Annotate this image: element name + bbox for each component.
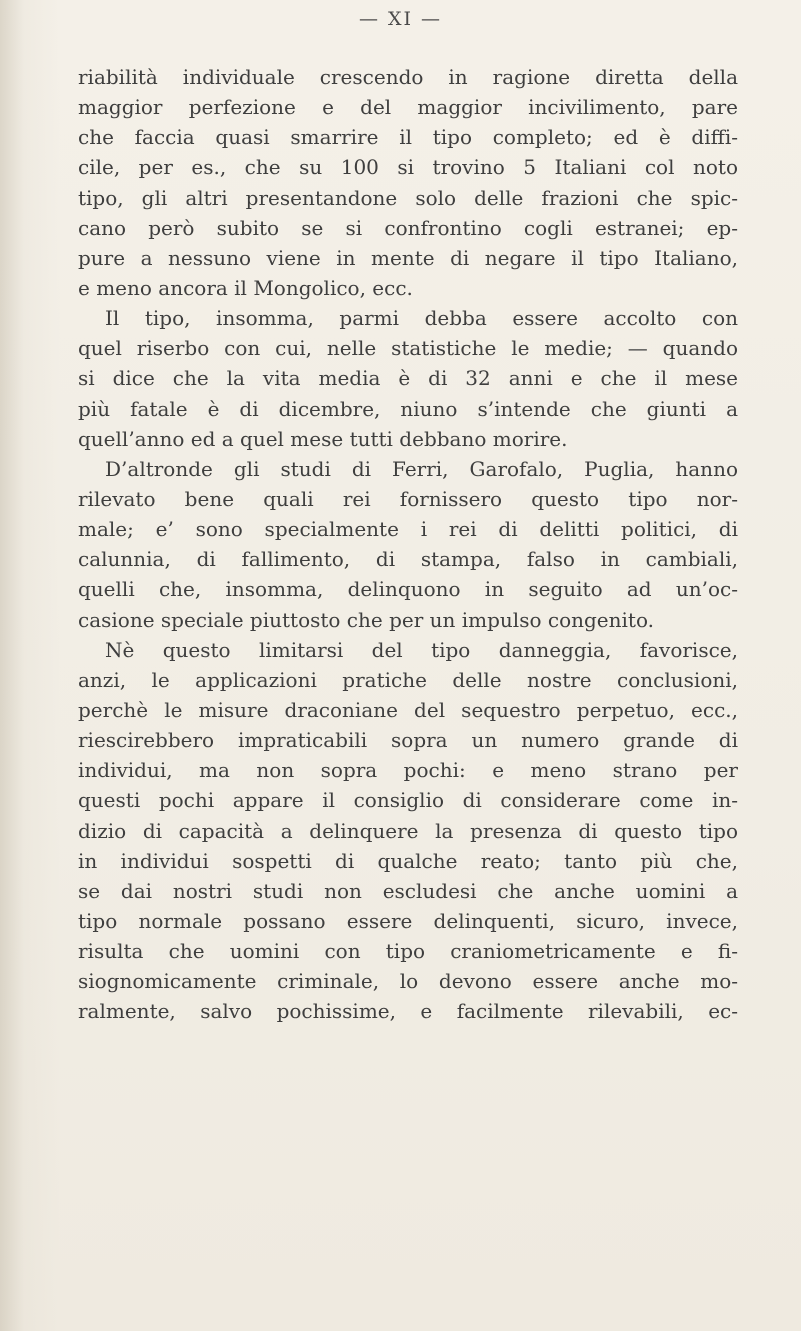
text-line: più fatale è di dicembre, niuno s’intende che giunti a: [78, 396, 738, 421]
text-line: pure a nessuno viene in mente di negare il tipo Italiano,: [78, 245, 738, 270]
text-line: casione speciale piuttosto che per un impulso congenito.: [78, 607, 654, 632]
text-line: rilevato bene quali rei fornissero questo tipo nor-: [78, 486, 738, 511]
text-line: che faccia quasi smarrire il tipo completo; ed è diffi-: [78, 125, 738, 150]
text-line: calunnia, di fallimento, di stampa, falso in cambiali,: [78, 547, 738, 572]
text-line: se dai nostri studi non escludesi che anche uomini a: [78, 878, 738, 903]
text-line: risulta che uomini con tipo craniometricamente e fi-: [78, 939, 738, 964]
spine-shadow: [0, 0, 60, 1331]
text-line: male; e’ sono specialmente i rei di delitti politici, di: [78, 517, 738, 542]
body-text: [78, 62, 738, 1027]
text-line: e meno ancora il Mongolico, ecc.: [78, 275, 413, 300]
text-line: cano però subito se si confrontino cogli estranei; ep-: [78, 215, 738, 240]
text-line: anzi, le applicazioni pratiche delle nostre conclusioni,: [78, 667, 738, 692]
text-line: Il tipo, insomma, parmi debba essere accolto con: [105, 306, 738, 331]
text-line: riescirebbero impraticabili sopra un numero grande di: [78, 728, 738, 753]
text-line: tipo, gli altri presentandone solo delle frazioni che spic-: [78, 185, 738, 210]
text-line: quel riserbo con cui, nelle statistiche le medie; — quando: [78, 336, 738, 361]
text-line: ralmente, salvo pochissime, e facilmente rilevabili, ec-: [78, 999, 738, 1024]
text-line: perchè le misure draconiane del sequestro perpetuo, ecc.,: [78, 697, 738, 722]
text-line: in individui sospetti di qualche reato; tanto più che,: [78, 848, 738, 873]
text-line: Nè questo limitarsi del tipo danneggia, favorisce,: [105, 637, 738, 662]
text-line: individui, ma non sopra pochi: e meno strano per: [78, 758, 738, 783]
text-line: siognomicamente criminale, lo devono essere anche mo-: [78, 969, 738, 994]
text-line: quell’anno ed a quel mese tutti debbano morire.: [78, 426, 568, 451]
text-line: riabilità individuale crescendo in ragione diretta della: [78, 65, 738, 89]
text-line: quelli che, insomma, delinquono in seguito ad un’oc-: [78, 577, 738, 602]
text-line: si dice che la vita media è di 32 anni e che il mese: [78, 366, 738, 391]
text-line: cile, per es., che su 100 si trovino 5 Italiani col noto: [78, 155, 738, 180]
text-line: tipo normale possano essere delinquenti, sicuro, invece,: [78, 908, 738, 933]
text-line: dizio di capacità a delinquere la presenza di questo tipo: [78, 818, 738, 843]
page-number: — XI —: [358, 8, 443, 30]
text-line: questi pochi appare il consiglio di considerare come in-: [78, 788, 738, 813]
text-line: D’altronde gli studi di Ferri, Garofalo, Puglia, hanno: [105, 456, 738, 481]
text-line: maggior perfezione e del maggior incivilimento, pare: [78, 95, 738, 120]
